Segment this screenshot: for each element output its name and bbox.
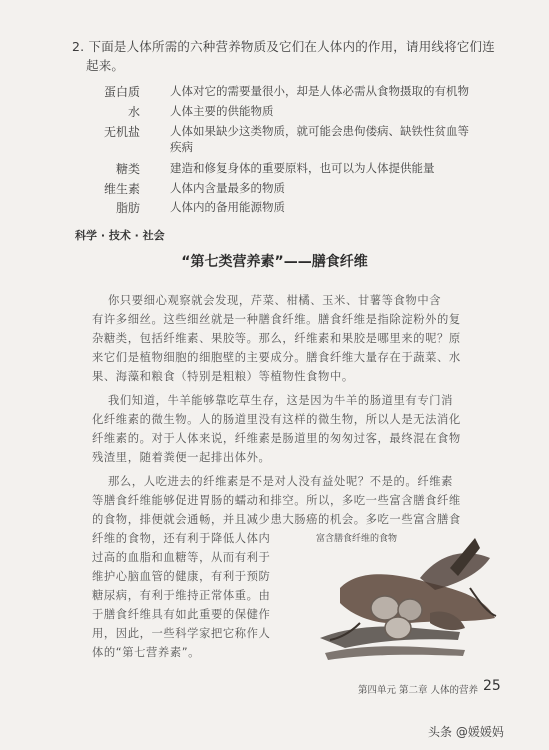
section-label: 科学 · 技术 · 社会 [75, 229, 165, 242]
term-water[interactable]: 水 [127, 105, 140, 119]
definition-item[interactable]: 人体内的备用能源物质 [170, 200, 285, 214]
definition-item[interactable]: 人体内含量最多的物质 [170, 181, 285, 195]
paragraph-line: 纤维素的。对于人体来说，纤维素是肠道里的匆匆过客，最终混在食物 [92, 432, 461, 445]
vegetables-drawing [300, 528, 500, 673]
paragraph-line: 化纤维素的微生物。人的肠道里没有这样的微生物，所以人是无法消化 [92, 413, 461, 426]
paragraph-line: 用，因此，一些科学家把它称作人 [92, 627, 271, 640]
definition-item[interactable]: 建造和修复身体的重要原料，也可以为人体提供能量 [170, 161, 435, 175]
question-line: 2. 下面是人体所需的六种营养物质及它们在人体内的作用，请用线将它们连 [72, 39, 495, 54]
paragraph-line: 果、海藻和粮食（特别是粗粮）等植物性食物中。 [92, 370, 354, 383]
definition-item[interactable]: 人体如果缺少这类物质，就可能会患佝偻病、缺铁性贫血等 [170, 124, 469, 138]
term-carbohydrates[interactable]: 糖类 [115, 162, 140, 176]
definition-item-continued: 疾病 [170, 140, 193, 154]
term-fat[interactable]: 脂肪 [115, 201, 140, 215]
definition-item[interactable]: 人体对它的需要量很小，却是人体必需从食物摄取的有机物 [170, 84, 469, 98]
paragraph-line: 那么，人吃进去的纤维素是不是对人没有益处呢？不是的。纤维素 [108, 475, 454, 488]
question-line: 起来。 [86, 58, 125, 73]
paragraph-line: 等膳食纤维能够促进胃肠的蠕动和排空。所以，多吃一些富含膳食纤维 [92, 494, 461, 507]
paragraph-line: 你只要细心观察就会发现，芹菜、柑橘、玉米、甘薯等食物中含 [108, 294, 442, 307]
paragraph-line: 来它们是植物细胞的细胞壁的主要成分。膳食纤维大量存在于蔬菜、水 [92, 351, 461, 364]
term-vitamins[interactable]: 维生素 [103, 182, 140, 196]
paragraph-line: 残渣里，随着粪便一起排出体外。 [92, 451, 271, 464]
page-number: 25 [483, 678, 501, 694]
figure-caption: 富含膳食纤维的食物 [316, 534, 398, 544]
paragraph-line: 糖尿病，有利于维持正常体重。由 [92, 589, 271, 602]
watermark: 头条 @媛媛妈 [428, 725, 504, 739]
paragraph-line: 于膳食纤维具有如此重要的保健作 [92, 608, 271, 621]
definition-item[interactable]: 人体主要的供能物质 [170, 104, 274, 118]
article-title: “第七类营养素”——膳食纤维 [181, 254, 368, 270]
paragraph-line: 的食物，排便就会通畅，并且减少患大肠癌的机会。多吃一些富含膳食 [92, 513, 461, 526]
footer-chapter: 第四单元 第二章 人体的营养 [358, 685, 479, 696]
paragraph-line: 过高的血脂和血糖等，从而有利于 [92, 551, 271, 564]
term-protein[interactable]: 蛋白质 [103, 85, 140, 99]
term-minerals[interactable]: 无机盐 [103, 125, 140, 139]
paragraph-line: 我们知道，牛羊能够靠吃草生存，这是因为牛羊的肠道里有专门消 [108, 394, 454, 407]
paragraph-line: 杂糖类，包括纤维素、果胶等。那么，纤维素和果胶是哪里来的呢？原 [92, 332, 461, 345]
fiber-foods-illustration [300, 528, 500, 673]
paragraph-line: 维护心脑血管的健康，有利于预防 [92, 570, 271, 583]
paragraph-line: 有许多细丝。这些细丝就是一种膳食纤维。膳食纤维是指除淀粉外的复 [92, 313, 461, 326]
paragraph-line: 纤维的食物，还有利于降低人体内 [92, 532, 271, 545]
paragraph-line: 体的“第七营养素”。 [92, 646, 201, 659]
